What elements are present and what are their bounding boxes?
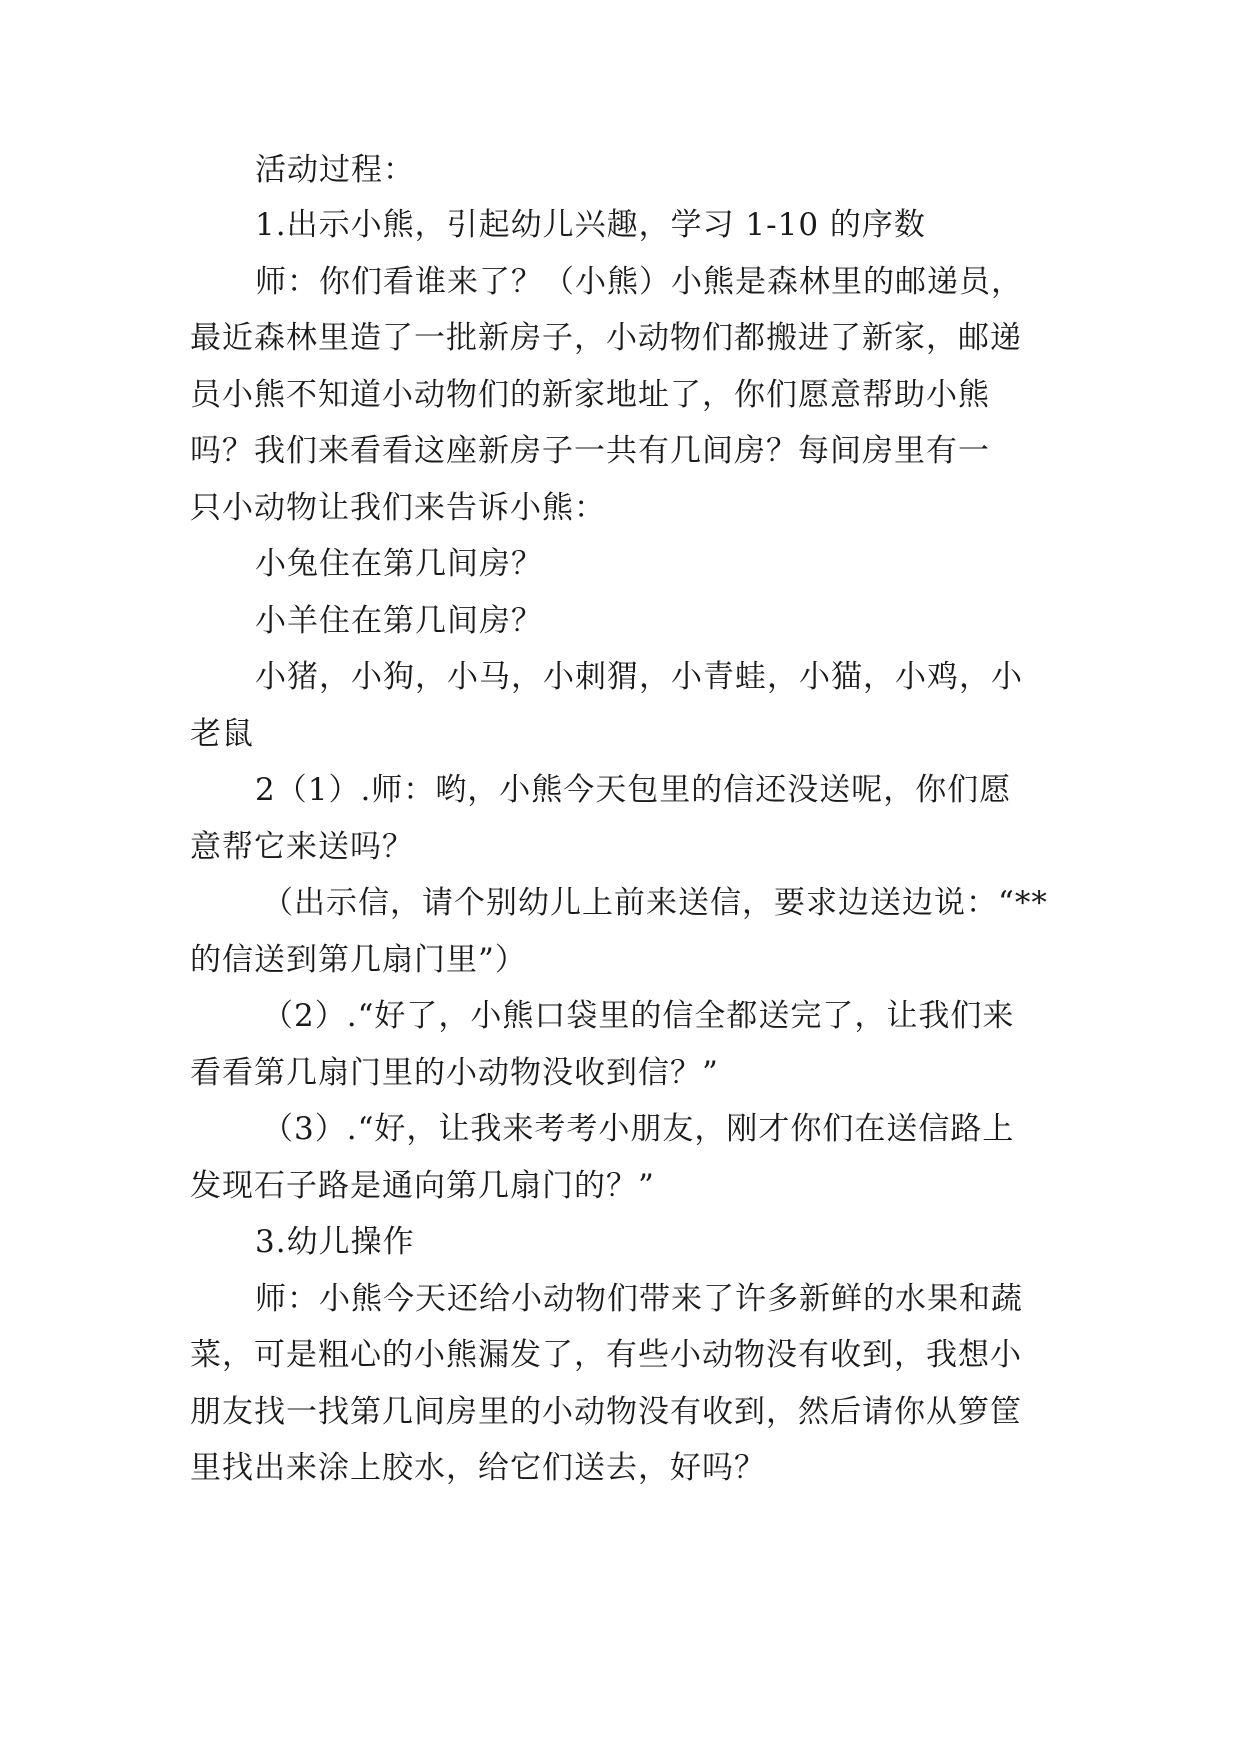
section-heading: 活动过程：: [255, 152, 415, 188]
paragraph-line: （出示信，请个别幼儿上前来送信，要求边送边说：“**: [262, 885, 1048, 921]
step-heading-1: 1.出示小熊，引起幼儿兴趣，学习 1-10 的序数: [255, 207, 926, 243]
paragraph-line: 师：你们看谁来了？（小熊）小熊是森林里的邮递员，: [255, 264, 1023, 300]
paragraph-line: 小猪，小狗，小马，小刺猬，小青蛙，小猫，小鸡，小: [255, 659, 1023, 695]
paragraph-line: 菜，可是粗心的小熊漏发了，有些小动物没有收到，我想小: [190, 1337, 1022, 1373]
question-line: 小羊住在第几间房？: [255, 603, 543, 639]
paragraph-line: （2）.“好了，小熊口袋里的信全都送完了，让我们来: [262, 998, 1015, 1034]
paragraph-line: 老鼠: [190, 716, 254, 752]
paragraph-line: 朋友找一找第几间房里的小动物没有收到，然后请你从箩筐: [190, 1394, 1022, 1430]
paragraph-line: 意帮它来送吗？: [190, 829, 414, 865]
question-line: 小兔住在第几间房？: [255, 546, 543, 582]
paragraph-line: 的信送到第几扇门里”）: [190, 942, 527, 978]
paragraph-line: 最近森林里造了一批新房子，小动物们都搬进了新家，邮递: [190, 320, 1022, 356]
paragraph-line: 吗？我们来看看这座新房子一共有几间房？每间房里有一: [190, 433, 990, 469]
paragraph-line: 发现石子路是通向第几扇门的？”: [190, 1168, 655, 1204]
paragraph-line: 看看第几扇门里的小动物没收到信？”: [190, 1055, 719, 1091]
step-heading-2: 2（1）.师：哟，小熊今天包里的信还没送呢，你们愿: [255, 772, 1012, 808]
step-heading-3: 3.幼儿操作: [255, 1224, 415, 1260]
paragraph-line: 里找出来涂上胶水，给它们送去，好吗？: [190, 1450, 766, 1486]
paragraph-line: 师：小熊今天还给小动物们带来了许多新鲜的水果和蔬: [255, 1281, 1023, 1317]
paragraph-line: 只小动物让我们来告诉小熊：: [190, 490, 606, 526]
paragraph-line: 员小熊不知道小动物们的新家地址了，你们愿意帮助小熊: [190, 377, 990, 413]
paragraph-line: （3）.“好，让我来考考小朋友，刚才你们在送信路上: [262, 1111, 1015, 1147]
